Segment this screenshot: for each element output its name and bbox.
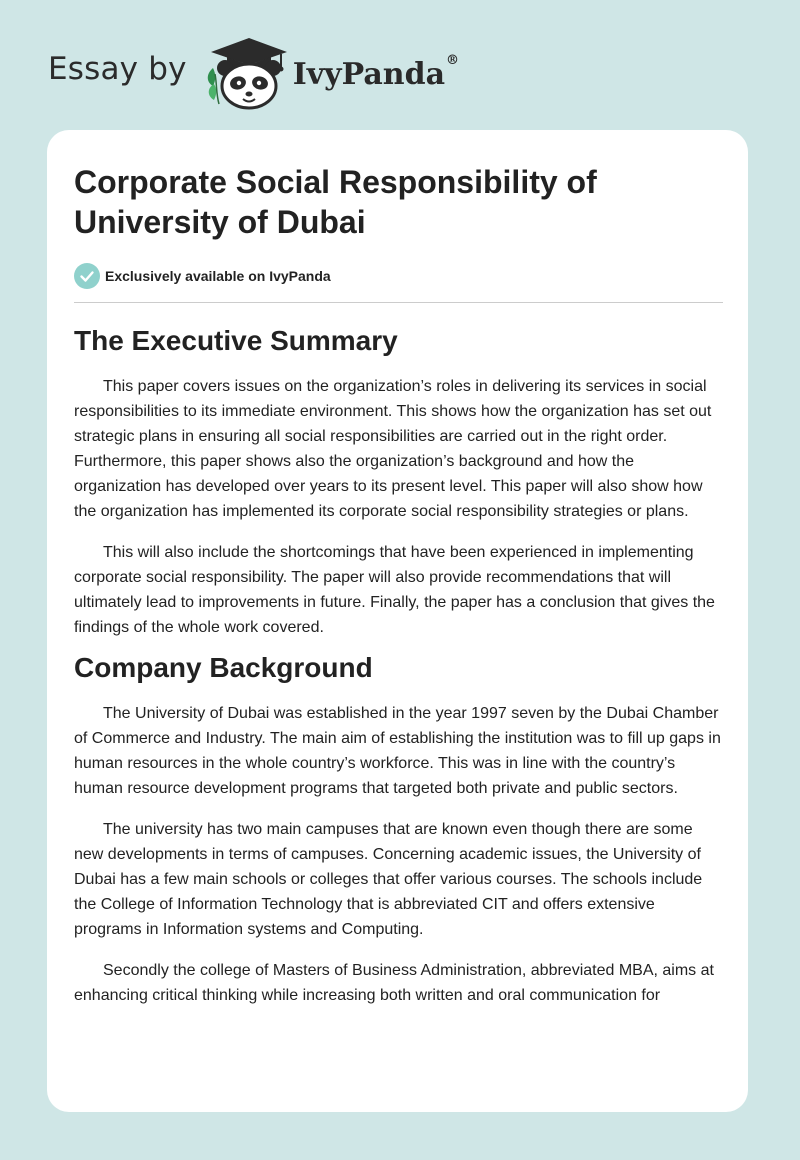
paragraph: This paper covers issues on the organization’s roles in delivering its services in social responsibilities to its immediate environment. This shows how the organization has set out strategic plans in ensuring all social responsibilities are carried out in the right order. Furthermore, this paper shows also the organization’s background and how the organization has developed over years to its present level. This paper will also show how the organization has implemented its corporate social responsibility strategies or plans. (74, 378, 712, 520)
brand-name[interactable]: IvyPanda® (292, 52, 460, 92)
paragraph: This will also include the shortcomings that have been experienced in implementing corporate social responsibility. The paper will also provide recommendations that will ultimately lead to improvements in future. Finally, the paper has a conclusion that gives the findings of the whole work covered. (74, 544, 715, 636)
exclusive-badge (74, 262, 331, 290)
check-circle-icon (74, 263, 100, 289)
essay-body (74, 323, 724, 1024)
essay-card (47, 130, 748, 1112)
paragraph: The university has two main campuses that are known even though there are some new developments in terms of campuses. Concerning academic issues, the University of Dubai has a few main schools or colleges that offer various courses. The schools include the College of Information Technology that is abbreviated CIT and offers extensive programs in Information systems and Computing. (74, 821, 703, 938)
ivypanda-panda-logo-icon[interactable] (201, 34, 291, 110)
page-title: Corporate Social Responsibility of University of Dubai (74, 164, 597, 240)
paragraph: Secondly the college of Masters of Business Administration, abbreviated MBA, aims at enhancing critical thinking while increasing both written and oral communication for (74, 962, 714, 1004)
essay-by-label: Essay by (48, 51, 187, 87)
section-heading-company-background: Company Background (74, 652, 373, 683)
section-heading-executive-summary: The Executive Summary (74, 325, 398, 356)
site-header (48, 34, 459, 110)
title-divider (74, 302, 723, 303)
registered-mark: ® (446, 52, 460, 68)
exclusive-label: Exclusively available on IvyPanda (105, 268, 331, 284)
paragraph: The University of Dubai was established in the year 1997 seven by the Dubai Chamber of Commerce and Industry. The main aim of establishing the institution was to fill up gaps in human resources in the whole country’s workforce. This was in line with the country’s human resource development programs that targeted both private and public sectors. (74, 705, 721, 797)
